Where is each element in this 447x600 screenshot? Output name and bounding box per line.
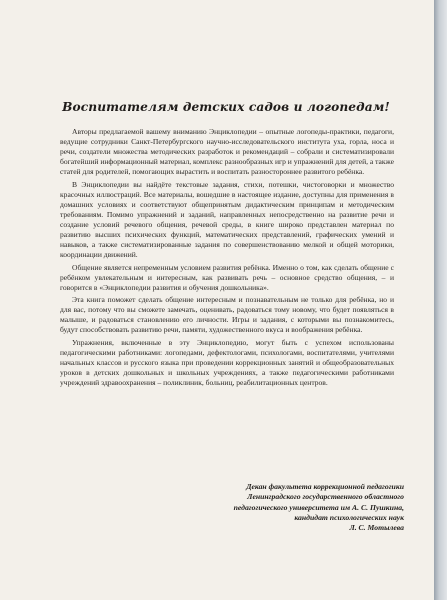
page-edge [434, 0, 447, 600]
body-text [60, 127, 394, 391]
signature-line: Декан факультета коррекционной педагогики [246, 482, 404, 491]
paragraph: Общение является непременным условием развития ребёнка. Именно о том, как сделать общение с ребёнком увлекательным и интересным, как развивать речь – основное средство общения, – и говорится в «Энциклопедии развития и обучения дошкольника». [60, 262, 394, 292]
signature-line: кандидат психологических наук [294, 512, 404, 522]
signature-line: педагогического университета им А. С. Пушкина, [233, 502, 404, 512]
paragraph: Эта книга поможет сделать общение интересным и познавательным не только для ребёнка, но и для вас, потому что вы сможете замечать, оценивать, радоваться тому новому, что будет появляться в малыше, и радоваться становлению его личности. Игры и задания, с которыми вы познакомитесь, будут способствовать развитию речи, памяти, художественного вкуса и воображения ребёнка. [60, 295, 394, 335]
paragraph: В Энциклопедии вы найдёте текстовые задания, стихи, потешки, чистоговорки и множество красочных иллюстраций. Все материалы, вошедшие в настоящее издание, доступны для применения в домашних условиях и соответствуют общепринятым дидактическим принципам и методическим требованиям. Помимо упражнений и заданий, направленных непосредственно на развитие речи и создание условий речевого общения, речевой среды, в книге широко представлен материал по развитию высших психических функций, математических представлений, графических умений и навыков, а также систематизированные задания по совершенствованию мелкой и общей моторики, координации движений. [60, 179, 394, 260]
paragraph: Упражнения, включенные в эту Энциклопедию, могут быть с успехом использованы педагогическими работниками: логопедами, дефектологами, психологами, воспитателями, учителями начальных классов и русского языка при проведении коррекционных занятий и общеобразовательных уроков в детских дошкольных и школьных учреждениях, а также педагогическими работниками учреждений здравоохранения – поликлиник, больниц, реабилитационных центров. [60, 337, 394, 388]
signature-line: Ленинградского государственного областного [247, 492, 404, 502]
signature-name: Л. С. Мотылева [349, 523, 404, 533]
signature-block [150, 482, 404, 533]
page-heading: Воспитателям детских садов и логопедам! [62, 100, 390, 114]
paragraph: Авторы предлагаемой вашему вниманию Энциклопедии – опытные логопеды-практики, педагоги, ведущие сотрудники Санкт-Петербургского научно-исследовательского института уха, горла, носа и речи, создатели множества методических разработок и рекомендаций – собрали и систематизировали богатейший информационный материал, комплекс разнообразных игр и упражнений для детей, а также статей для родителей, помогающих вырастить и воспитать разностороннее развитого ребёнка. [60, 127, 394, 177]
